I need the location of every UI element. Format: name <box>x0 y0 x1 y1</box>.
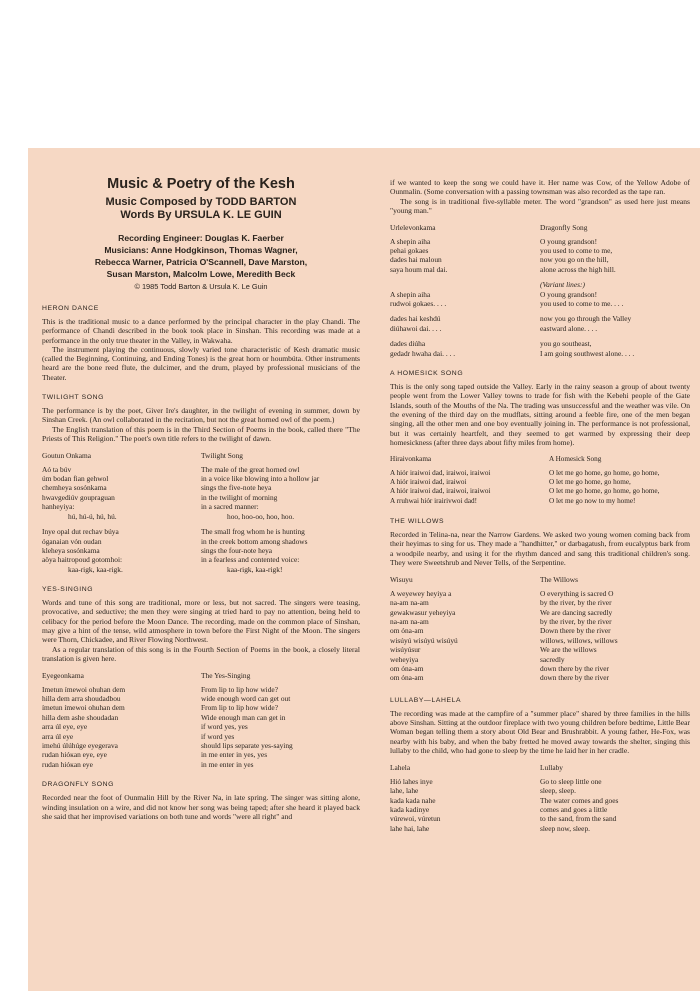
poem-line: wisúyú wisúyú wisúyú <box>390 635 458 645</box>
poem-line: I am going southwest alone. . . . <box>540 348 635 358</box>
poem-line: We are dancing sacredly <box>540 607 613 617</box>
kesh-text <box>42 671 201 769</box>
english-text <box>201 451 360 574</box>
poem-line: O let me go home, go home, go home, <box>549 487 660 496</box>
paragraph: The instrument playing the continuous, slowly varied tone characteristic of Kesh dramatic music (called the Beginning, Continuing, and Ending Tones) is the great horn or houmbúta. Other instruments heard are the bone reed flute, the dulcimer, and the drum, played by professional musicians of the Theater. <box>42 344 360 382</box>
poem-line: rudan hióĸan eye <box>42 759 93 769</box>
paragraph: Words and tune of this song are traditional, more or less, but not sacred. The singers were teasing, provocative, and seductive; the men they were singing at tried hard to pay no attention, being held to celibacy for the period before the Moon Dance. The recording, made on the common place of Sinshan, may give a hint of the tense, wild atmosphere in town before the First Night of the Moon. The singers were Thorn, Chickadee, and River Flowing Northwest. <box>42 598 360 645</box>
poem-line: sacredly <box>540 654 565 664</box>
poem-line: A hiór iraiwoi dad, iraiwoi, iraiwoi <box>390 487 491 496</box>
poem-line: to the sand, from the sand <box>540 814 617 824</box>
poem-line: down there by the river <box>540 673 609 683</box>
poem-line: in me enter in yes <box>201 759 254 769</box>
poem-title-kesh: Wisuyu <box>390 575 413 585</box>
paragraph: Recorded near the foot of Ounmalin Hill by the River Na, in late spring. The singer was sitting alone, winding insulation on a wire, and did not know her song was being taped; after she heard it played back she said that her improvised variations on both tune and words "were all right" and <box>42 793 360 821</box>
poem-line: dades hai keshdú <box>390 314 441 324</box>
poem-yes-singing <box>42 671 360 769</box>
poem-line: arra úl eye, eye <box>42 722 88 732</box>
poem-line: rudwoi gokaes. . . . <box>390 299 447 309</box>
english-text <box>540 763 690 833</box>
kesh-text <box>390 575 540 682</box>
english-text <box>201 671 360 769</box>
poem-line: Inye opal dut rechav búya <box>42 527 119 537</box>
paragraph: As a regular translation of this song is in the Fourth Section of Poems in the book, a closely literal translation is given here. <box>42 644 360 663</box>
section-heading: YES-SINGING <box>42 586 94 594</box>
poem-line: The male of the great horned owl <box>201 464 300 474</box>
left-column <box>42 148 360 821</box>
poem-line: O young grandson! <box>540 236 598 246</box>
poem-line: you used to come to me. . . . <box>540 299 624 309</box>
poem-line: pehai gokaes <box>390 246 429 255</box>
poem-title-english: Lullaby <box>540 763 563 773</box>
poem-line: From lip to lip how wide? <box>201 703 278 713</box>
page-title: Music & Poetry of the Kesh <box>107 176 295 192</box>
poem-line: A rruhwai hiór irairivwoi dad! <box>390 496 478 505</box>
poem-line: saya houm mal dai. <box>390 264 448 274</box>
poem-line: lahe hai, lahe <box>390 823 430 833</box>
poem-line: comes and goes a little <box>540 804 608 814</box>
poem-line: in me enter in yes, yes <box>201 750 268 760</box>
poem-line: A weyewey heyiya a <box>390 588 452 598</box>
poem-line: in the twilight of morning <box>201 492 278 502</box>
poem-line: hoo, hoo-oo, hoo, hoo. <box>227 511 295 521</box>
poem-line: now you go through the Valley <box>540 314 632 324</box>
poem-line: willows, willows, willows <box>540 635 618 645</box>
poem-title-kesh: Lahela <box>390 763 411 773</box>
poem-title-kesh: Goutun Onkama <box>42 451 92 461</box>
poem-line: wisúyúsur <box>390 645 421 655</box>
poem-line: dades hai maloun <box>390 255 442 265</box>
poem-line: O everything is sacred O <box>540 588 614 598</box>
poem-line: chemheya sosónkama <box>42 483 107 493</box>
english-text <box>540 575 690 682</box>
poem-line: na-am na-am <box>390 616 429 626</box>
poem-line: A shepin aiha <box>390 236 431 246</box>
kesh-text <box>390 223 540 358</box>
paragraph: This is the traditional music to a dance performed by the principal character in the play Chandi. The performance of Chandi described in the book took place in Sinshan. This recording was made at a performance in the only true theater in the Valley, in Wakwaha. <box>42 317 360 345</box>
poem-line: you go southeast, <box>540 339 592 349</box>
kesh-text <box>42 451 201 574</box>
poem-line: Imetun ímewoi ohuhan dem <box>42 684 126 694</box>
poem-line: rudan hióĸan eye, eye <box>42 750 107 760</box>
poem-title-kesh: Hiraivonkama <box>390 455 432 464</box>
paragraph: Recorded in Telina-na, near the Narrow Gardens. We asked two young women coming back from their heyimas to sing for us. They made a "handhitter," or darbagatush, from eucalyptus bark from a woodpile nearby, and using it for the rhythm danced and sang this traditional children's song. They were Sweetshrub and Never Tells, of the Serpentine. <box>390 530 690 568</box>
poem-line: alone across the high hill. <box>540 264 616 274</box>
poem-line: om óna-am <box>390 626 424 636</box>
paragraph: The English translation of this poem is in the Third Section of Poems in the book, called there "The Priests of This Religion." The poet's own title refers to the twilight of dawn. <box>42 424 360 443</box>
poem-line: gewakwasur yeheyiya <box>390 607 456 617</box>
kesh-text <box>390 455 549 506</box>
poem-title-kesh: Eyegeonkama <box>42 671 84 681</box>
poem-line: should lips separate yes-saying <box>201 741 293 751</box>
credit-line: Musicians: Anne Hodgkinson, Thomas Wagner, <box>104 245 298 255</box>
poem-line: kada kadinye <box>390 804 430 814</box>
poem-lullaby <box>390 763 690 833</box>
poem-line: kaa-rigk, kaa-rigk! <box>227 564 283 574</box>
poem-line: om óna-am <box>390 664 424 674</box>
poem-line: The small frog whom he is hunting <box>201 527 305 537</box>
poem-line: arra úl eye <box>42 731 74 741</box>
poem-line: sleep now, sleep. <box>540 823 591 833</box>
poem-line: dades diúha <box>390 339 426 349</box>
poem-line: A hiór iraiwoi dad, iraiwoi, iraiwoi <box>390 468 491 477</box>
poem-line: kaa-rigk, kaa-rigk. <box>68 564 123 574</box>
poem-line: sings the five-note heya <box>201 483 272 493</box>
poem-line: if word yes, yes <box>201 722 248 732</box>
poem-line: na-am na-am <box>390 598 429 608</box>
poem-line: om óna-am <box>390 673 424 683</box>
poem-line: gedadr hwaha dai. . . . <box>390 348 456 358</box>
poem-line: if word yes <box>201 731 235 741</box>
words-line: Words By URSULA K. LE GUIN <box>120 209 282 221</box>
poem-line: We are the willows <box>540 645 597 655</box>
poem-line: diúhawoi dai. . . . <box>390 323 442 333</box>
poem-line: hanheyiya: <box>42 502 75 512</box>
poem-line: imehú úlúhúge eyegerava <box>42 741 118 751</box>
paragraph: This is the only song taped outside the Valley. Early in the rainy season a group of about twenty people went from the Lower Valley towns to trade for fish with the Kebehi people of the Gate Islands, south of the Mouths of the Na. The trading was unsuccessful and the weather was vile. On the evening of the third day on the mudflats, sitting around a feeble fire, one of the men began singing, all the other men and one boy eventually joining in. The performance is not professional, but it was certainly heartfelt, and they seemed to get warmed by expressing their deep homesickness (after three days about fifty miles from home). <box>390 382 690 447</box>
section-heading: LULLABY—LAHELA <box>390 696 462 704</box>
poem-line: Go to sleep little one <box>540 776 602 786</box>
credit-line: Rebecca Warner, Patricia O'Scannell, Dave Marston, <box>94 257 308 267</box>
poem-line: O let me go now to my home! <box>549 496 636 505</box>
poem-line: down there by the river <box>540 664 609 674</box>
poem-title-kesh: Urlelevonkama <box>390 223 436 233</box>
poem-line: Hió lahes inye <box>390 776 433 786</box>
poem-line: eastward alone. . . . <box>540 323 598 333</box>
poem-line: hilla dem arra shoudadbou <box>42 694 121 704</box>
poem-title-english: Dragonfly Song <box>540 223 588 233</box>
paragraph: The recording was made at the campfire of a "summer place" shared by three families in the hills above Sinshan. Sitting at the outdoor fireplace with two young children before bedtime, Little Bear Woman began telling them a story about Old Bear and Brushrabbit. A young father, He-Fox, was nearby with his baby, and when the baby fretted he moved away towards the shelter, singing this lullaby to the child, who had gone to sleep by the time he laid her in her cradle. <box>390 708 690 756</box>
poem-dragonfly <box>390 223 690 358</box>
poem-line: hilla dem ashe shoudadan <box>42 712 119 722</box>
document-sheet <box>28 148 700 991</box>
poem-line: sleep, sleep. <box>540 786 576 796</box>
poem-line: in the creek bottom among shadows <box>201 536 308 546</box>
poem-line: hwavgediúv goupraguan <box>42 492 115 502</box>
poem-line: weheyiya <box>390 654 419 664</box>
paragraph: The song is in traditional five-syllable meter. The word "grandson" as used here just means "young man." <box>390 196 690 215</box>
poem-line: Aó ta búv <box>42 464 72 474</box>
credit-line: Recording Engineer: Douglas K. Faerber <box>118 233 284 243</box>
poem-line: A shepin aiha <box>390 289 431 299</box>
poem-line: hú, hú-ú, hú, hú. <box>68 511 117 521</box>
poem-willows <box>390 575 690 682</box>
poem-line: lahe, lahe <box>390 786 419 796</box>
poem-line: kada kada nahe <box>390 795 436 805</box>
poem-title-english: The Yes-Singing <box>201 671 251 681</box>
poem-line: in a voice like blowing into a hollow jar <box>201 474 320 484</box>
poem-title-english: The Willows <box>540 575 578 585</box>
credits <box>42 232 360 280</box>
poem-line: you used to come to me, <box>540 246 613 255</box>
english-text <box>549 455 690 506</box>
poem-line: aöya haitropoud gotomhoi: <box>42 555 123 565</box>
section-heading: DRAGONFLY SONG <box>42 781 114 789</box>
variant-lines-note: (Variant lines:) <box>540 280 585 290</box>
poem-line: óganaian vón oudan <box>42 536 102 546</box>
poem-line: wide enough word can get out <box>201 694 291 704</box>
poem-line: sings the four-note heya <box>201 545 273 555</box>
section-heading: THE WILLOWS <box>390 518 445 526</box>
poem-homesick <box>390 455 690 506</box>
section-heading: A HOMESICK SONG <box>390 370 464 378</box>
poem-line: The water comes and goes <box>540 795 619 805</box>
poem-line: O let me go home, go home, go home, <box>549 468 660 477</box>
poem-line: kleheya sosónkama <box>42 545 100 555</box>
poem-line: vúrewoi, vúretun <box>390 814 441 824</box>
poem-line: A hiór iraiwoi dad, iraiwoi <box>390 477 467 486</box>
credit-line: Susan Marston, Malcolm Lowe, Meredith Beck <box>106 269 296 279</box>
section-heading: HERON DANCE <box>42 305 99 312</box>
composer-line: Music Composed by TODD BARTON <box>105 196 297 208</box>
copyright: © 1985 Todd Barton & Ursula K. Le Guin <box>134 282 268 291</box>
poem-line: From lip to lip how wide? <box>201 684 278 694</box>
poem-line: O young grandson! <box>540 289 598 299</box>
english-text <box>540 223 690 358</box>
poem-line: now you go on the hill, <box>540 255 609 265</box>
poem-line: O let me go home, go home, <box>549 477 631 486</box>
poem-line: by the river, by the river <box>540 616 612 626</box>
poem-line: Down there by the river <box>540 626 611 636</box>
kesh-text <box>390 763 540 833</box>
poem-twilight <box>42 451 360 574</box>
section-heading: TWILIGHT SONG <box>42 394 105 402</box>
poem-line: in a sacred manner: <box>201 502 259 512</box>
poem-line: úm bodan fian gehwol <box>42 474 109 484</box>
paragraph: The performance is by the poet, Giver Ire's daughter, in the twilight of evening in summer, down by Sinshan Creek. (An owl collaborated in the recitation, but not the great horned owl of the poem.) <box>42 406 360 425</box>
paragraph: if we wanted to keep the song we could have it. Her name was Cow, of the Yellow Adobe of Ounmalin. (Some conversation with a passing townsman was also recorded as the tape ran. <box>390 178 690 197</box>
poem-line: in a fearless and contented voice: <box>201 555 300 565</box>
poem-title-english: A Homesick Song <box>549 455 602 464</box>
right-column <box>390 178 690 833</box>
poem-title-english: Twilight Song <box>201 451 243 461</box>
poem-line: Wide enough man can get in <box>201 712 286 722</box>
poem-line: ímetun ímewoi ohuhan dem <box>42 703 125 713</box>
poem-line: by the river, by the river <box>540 598 612 608</box>
